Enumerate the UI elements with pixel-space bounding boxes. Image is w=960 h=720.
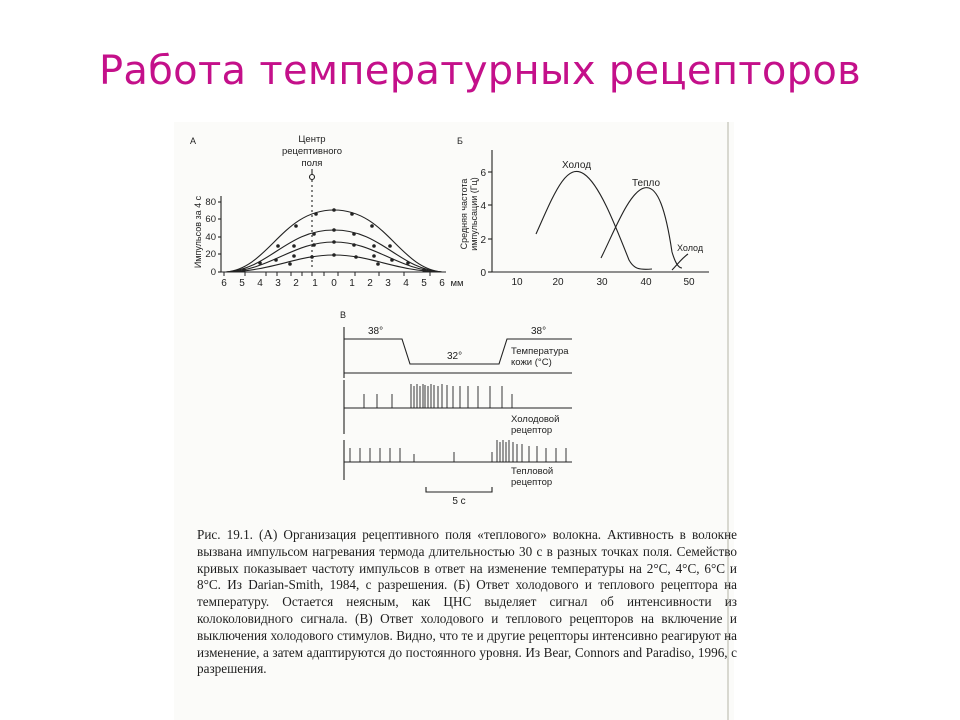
panel-b-x-tick-50: 50 xyxy=(683,277,695,288)
panel-b-y-tick-6: 6 xyxy=(480,168,486,179)
panel-b-y-tick-0: 0 xyxy=(480,268,486,279)
time-scale-label: 5 с xyxy=(452,496,466,507)
center-label-line-1: Центр xyxy=(298,134,326,145)
center-label-line-3: поля xyxy=(301,158,323,169)
panel-a-letter: А xyxy=(190,136,197,146)
temp-label-38-left: 38° xyxy=(368,326,384,337)
panel-a-x-tick: 5 xyxy=(239,278,245,289)
panel-a-y-tick-20: 20 xyxy=(205,249,216,260)
cold-receptor-label-line-1: Холодовой xyxy=(511,414,560,425)
panel-b-y-label-line-2: импульсации (Гц) xyxy=(469,177,479,251)
panel-a-y-tick-40: 40 xyxy=(205,232,216,243)
panel-a-x-tick: 4 xyxy=(257,278,263,289)
warm-receptor-label-line-1: Тепловой xyxy=(511,466,554,477)
panel-a-x-tick: 0 xyxy=(331,278,337,289)
cold-receptor-spikes xyxy=(364,384,512,408)
panel-b-x-tick-10: 10 xyxy=(511,277,523,288)
panel-b-y-tick-4: 4 xyxy=(480,201,486,212)
panel-a-y-tick-0: 0 xyxy=(210,267,216,278)
panel-a-y-label: Импульсов за 4 с xyxy=(193,195,203,269)
skin-temp-label-line-2: кожи (°С) xyxy=(511,357,552,368)
warm-receptor-curve xyxy=(601,188,682,268)
warm-curve-label: Тепло xyxy=(632,178,661,189)
panel-a-x-tick: 2 xyxy=(293,278,299,289)
slide-title: Работа температурных рецепторов xyxy=(98,48,862,94)
panel-a-x-tick: 1 xyxy=(312,278,318,289)
panel-a-y-tick-80: 80 xyxy=(205,197,216,208)
panel-a xyxy=(190,134,464,289)
panel-b-letter: Б xyxy=(457,136,463,146)
panel-a-x-tick: 3 xyxy=(275,278,281,289)
skin-temp-label-line-1: Температура xyxy=(511,346,569,357)
panel-b-y-label-line-1: Средняя частота xyxy=(459,178,469,250)
panel-a-x-tick: 5 xyxy=(421,278,427,289)
panel-v-letter: В xyxy=(340,310,347,320)
panel-a-x-unit: мм xyxy=(450,278,464,289)
panel-b-x-tick-20: 20 xyxy=(552,277,564,288)
warm-receptor-label-line-2: рецептор xyxy=(511,477,553,488)
panel-a-x-tick: 2 xyxy=(367,278,373,289)
cold-receptor-label-line-2: рецептор xyxy=(511,425,553,436)
cold-curve-label: Холод xyxy=(562,160,592,171)
center-label-line-2: рецептивного xyxy=(281,146,343,157)
receptive-field-data-points xyxy=(242,208,426,272)
panel-a-y-tick-60: 60 xyxy=(205,214,216,225)
center-marker xyxy=(310,175,315,180)
cold-curve-label-2: Холод xyxy=(677,243,704,253)
panel-b-y-tick-2: 2 xyxy=(480,235,486,246)
panel-b xyxy=(457,136,709,288)
panel-b-x-tick-40: 40 xyxy=(640,277,652,288)
panel-a-x-tick: 6 xyxy=(439,278,445,289)
panel-v xyxy=(340,310,572,507)
panel-a-x-tick: 4 xyxy=(403,278,409,289)
time-scale-bar xyxy=(426,487,492,492)
panel-a-x-tick: 1 xyxy=(349,278,355,289)
warm-receptor-spikes xyxy=(350,440,566,462)
temp-label-38-right: 38° xyxy=(531,326,547,337)
panel-a-x-tick: 6 xyxy=(221,278,227,289)
panel-a-x-tick: 3 xyxy=(385,278,391,289)
panel-b-x-tick-30: 30 xyxy=(596,277,608,288)
figure-caption: Рис. 19.1. (А) Организация рецептивного поля «теплового» волокна. Активность в волокне вызвана импульсом нагревания термода длительностью 30 с в разных точках поля. Семейство кривых показывает частоту импульсов в ответ на изменение температуры на 2°С, 4°С, 6°С и 8°С. Из Darian-Smith, 1984, с разрешения. (Б) Ответ холодового и теплового рецептора на температуру. Остается неясным, как ЦНС выделяет сигнал об интенсивности из колоколовидного сигнала. (В) Ответ холодового и теплового рецепторов на включение и выключения холодового стимулов. Видно, что те и другие рецепторы интенсивно реагируют на изменение, а затем адаптируются до постоянного уровня. Из Bear, Connors and Paradiso, 1996, с разрешения. xyxy=(197,527,737,677)
temp-label-32: 32° xyxy=(447,351,463,362)
